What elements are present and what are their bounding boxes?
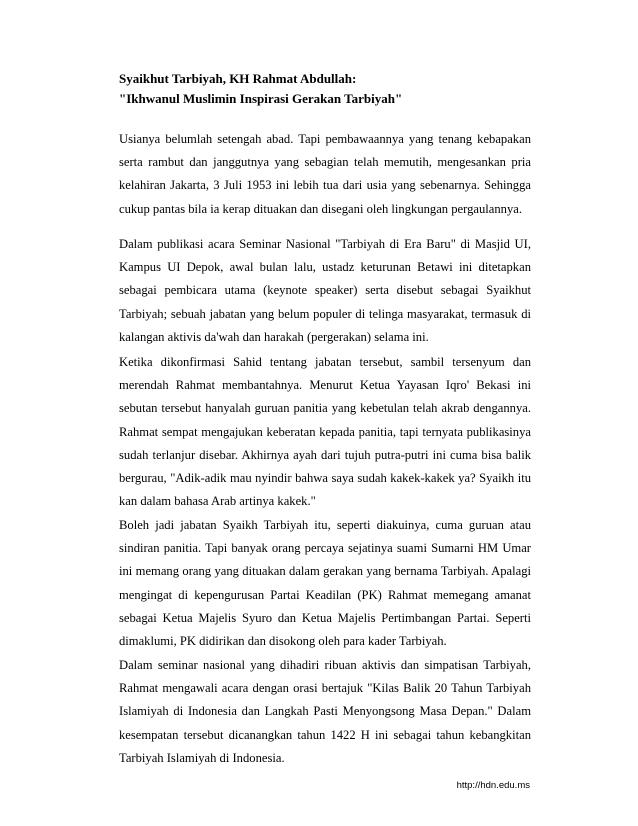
paragraph-5: Dalam seminar nasional yang dihadiri ribuan aktivis dan simpatisan Tarbiyah, Rahmat mengawali acara dengan orasi bertajuk "Kilas Balik 20 Tahun Tarbiyah Islamiyah di Indonesia dan Langkah Pasti Menyongsong Masa Depan." Dalam kesempatan tersebut dicanangkan tahun 1422 H ini sebagai tahun kebangkitan Tarbiyah Islamiyah di Indonesia. [119,658,531,765]
title-line-1: Syaikhut Tarbiyah, KH Rahmat Abdullah: [119,71,357,86]
title-line-2: "Ikhwanul Muslimin Inspirasi Gerakan Tarbiyah" [119,91,403,106]
paragraph-4: Boleh jadi jabatan Syaikh Tarbiyah itu, seperti diakuinya, cuma guruan atau sindiran panitia. Tapi banyak orang percaya sejatinya suami Sumarni HM Umar ini memang orang yang dituakan dalam gerakan yang bernama Tarbiyah. Apalagi mengingat di kepengurusan Partai Keadilan (PK) Rahmat memegang amanat sebagai Ketua Majelis Syuro dan Ketua Majelis Pertimbangan Partai. Seperti dimaklumi, PK didirikan dan disokong oleh para kader Tarbiyah. [119,518,531,649]
article-title [119,69,539,109]
paragraph-3: Ketika dikonfirmasi Sahid tentang jabatan tersebut, sambil tersenyum dan merendah Rahmat membantahnya. Menurut Ketua Yayasan Iqro' Bekasi ini sebutan tersebut hanyalah guruan panitia yang kebetulan telah akrab dengannya. Rahmat sempat mengajukan keberatan kepada panitia, tapi ternyata publikasinya sudah terlanjur disebar. Akhirnya ayah dari tujuh putra-putri ini cuma bisa balik bergurau, "Adik-adik mau nyindir bahwa saya sudah kakek-kakek ya? Syaikh itu kan dalam bahasa Arab artinya kakek." [119,355,531,509]
footer-url: http://hdn.edu.ms [456,780,530,791]
paragraph-2: Dalam publikasi acara Seminar Nasional "Tarbiyah di Era Baru" di Masjid UI, Kampus UI Depok, awal bulan lalu, ustadz keturunan Betawi ini ditetapkan sebagai pembicara utama (keynote speaker) serta disebut sebagai Syaikhut Tarbiyah; sebuah jabatan yang belum populer di telinga masyarakat, termasuk di kalangan aktivis da'wah dan harakah (pergerakan) selama ini. [119,237,531,344]
paragraph-1: Usianya belumlah setengah abad. Tapi pembawaannya yang tenang kebapakan serta rambut dan janggutnya yang sebagian telah memutih, mengesankan pria kelahiran Jakarta, 3 Juli 1953 ini lebih tua dari usia yang sebenarnya. Sehingga cukup pantas bila ia kerap dituakan dan disegani oleh lingkungan pergaulannya. [119,132,531,216]
